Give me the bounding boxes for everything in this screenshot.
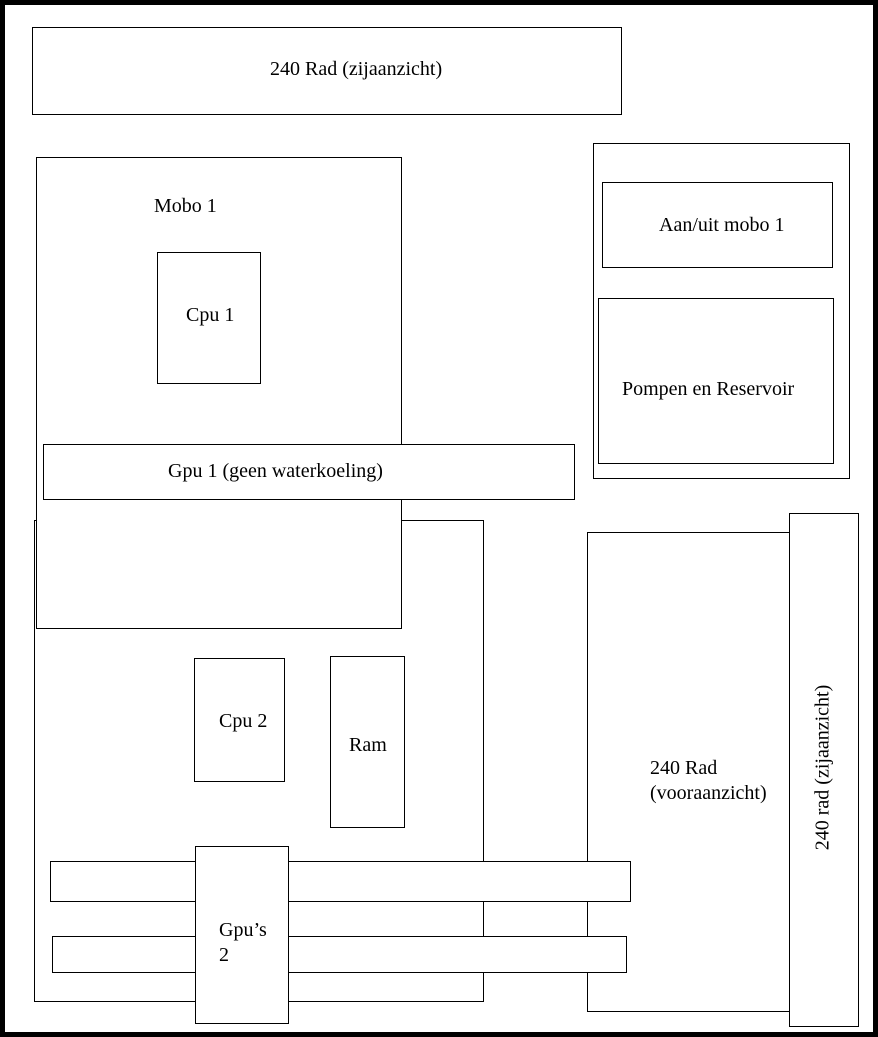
top-radiator-label: 240 Rad (zijaanzicht) bbox=[270, 58, 443, 80]
cpu2-label: Cpu 2 bbox=[219, 710, 268, 732]
gpu2-bar-bottom bbox=[52, 936, 627, 973]
ram-label: Ram bbox=[349, 734, 387, 756]
gpu1-label: Gpu 1 (geen waterkoeling) bbox=[168, 460, 383, 482]
pump-reservoir-label: Pompen en Reservoir bbox=[622, 378, 795, 400]
gpus2-label-line2: 2 bbox=[219, 944, 229, 966]
gpus2-label-line1: Gpu’s bbox=[219, 919, 267, 941]
front-radiator-label-line1: 240 Rad bbox=[650, 757, 718, 779]
power-switch-label: Aan/uit mobo 1 bbox=[659, 214, 785, 236]
cpu1-label: Cpu 1 bbox=[186, 304, 235, 326]
mobo1-box bbox=[36, 157, 402, 629]
gpu2-bar-top bbox=[50, 861, 631, 902]
mobo1-label: Mobo 1 bbox=[154, 195, 217, 217]
side-radiator-label: 240 rad (zijaanzicht) bbox=[811, 684, 834, 851]
front-radiator-label-line2: (vooraanzicht) bbox=[650, 782, 767, 804]
